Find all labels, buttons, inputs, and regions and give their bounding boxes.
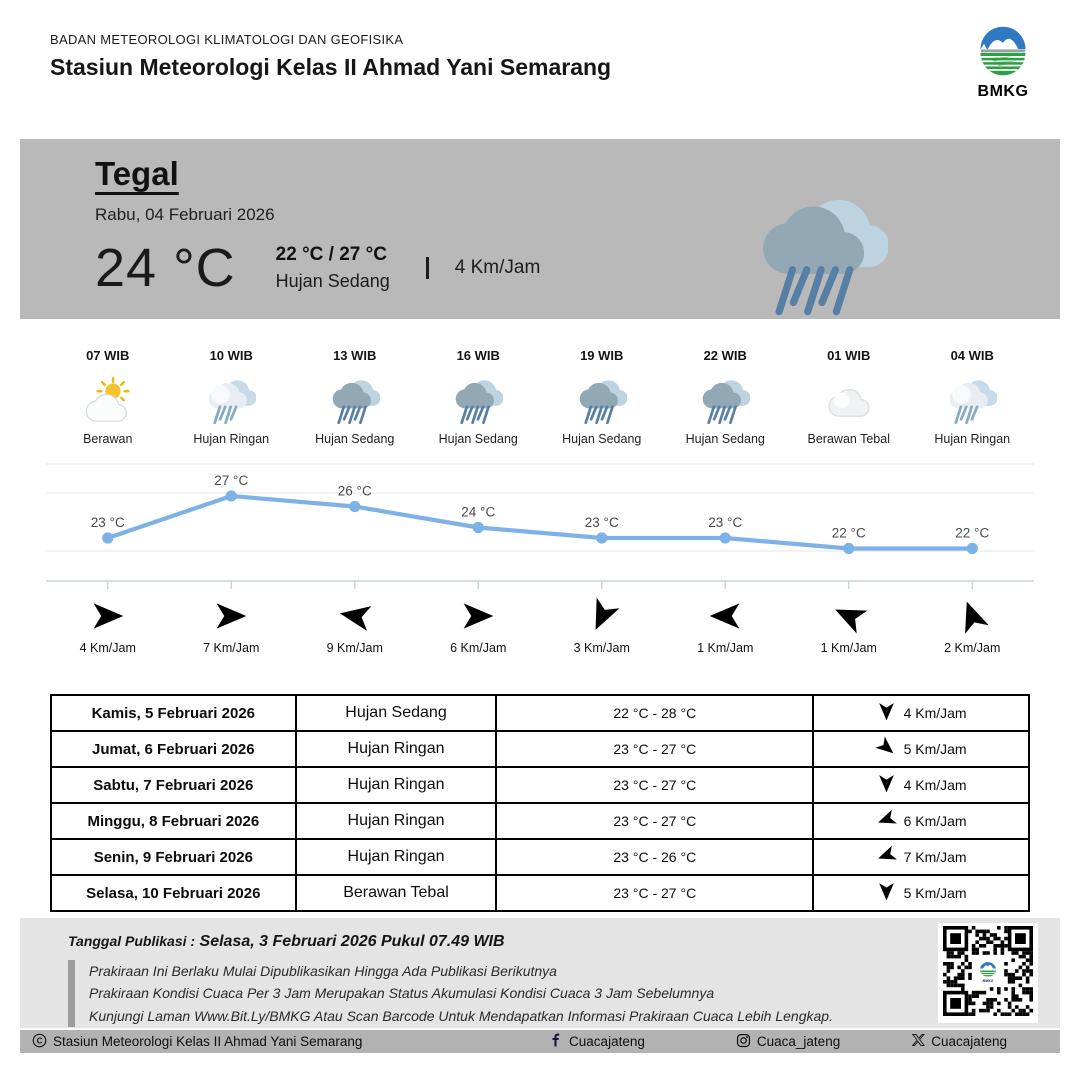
hourly-condition: Berawan Tebal: [807, 432, 890, 446]
table-row: [51, 803, 1029, 839]
svg-text:26 °C: 26 °C: [337, 483, 372, 499]
daily-forecast-table: [50, 694, 1030, 912]
hujan-sedang-icon: [540, 372, 664, 426]
wind-direction-arrow-icon: [876, 809, 897, 833]
wind-direction-arrow-icon: [876, 881, 897, 905]
wind-direction-arrow-icon: [876, 773, 897, 797]
wind-speed: 9 Km/Jam: [326, 641, 383, 655]
publication-date-label: Tanggal Publikasi :: [68, 933, 196, 949]
current-wind-speed: 4 Km/Jam: [454, 257, 541, 278]
hourly-forecast: [46, 348, 1034, 446]
wind-item: [911, 598, 1035, 655]
hourly-item: [787, 348, 911, 446]
hourly-time: 19 WIB: [580, 348, 624, 363]
svg-text:BMKG: BMKG: [982, 978, 994, 983]
forecast-date: Sabtu, 7 Februari 2026: [51, 767, 296, 803]
forecast-wind-speed: 4 Km/Jam: [903, 777, 967, 793]
hourly-time: 13 WIB: [333, 348, 377, 363]
publication-footer: [20, 918, 1060, 1028]
wind-direction-arrow-icon: [876, 845, 897, 869]
forecast-wind-speed: 5 Km/Jam: [903, 885, 967, 901]
forecast-condition: Hujan Ringan: [296, 767, 497, 803]
instagram-item: [736, 1033, 840, 1051]
hourly-time: 22 WIB: [703, 348, 747, 363]
wind-direction-arrow-icon: [337, 621, 373, 638]
current-weather-icon: [756, 183, 888, 323]
footer-note: Prakiraan Kondisi Cuaca Per 3 Jam Merupakan Status Akumulasi Kondisi Cuaca 3 Jam Sebelumnya: [89, 985, 715, 1002]
hourly-time: 01 WIB: [827, 348, 871, 363]
wind-direction-arrow-icon: [460, 621, 496, 638]
facebook-icon: [549, 1033, 563, 1050]
forecast-wind: [815, 737, 1027, 761]
berawan-tebal-icon: [787, 372, 911, 426]
forecast-wind: [815, 701, 1027, 725]
forecast-condition: Hujan Ringan: [296, 731, 497, 767]
berawan-icon: [46, 372, 170, 426]
publication-date-value: Selasa, 3 Februari 2026 Pukul 07.49 WIB: [199, 933, 505, 950]
wind-speed: 1 Km/Jam: [820, 641, 877, 655]
wind-direction-arrow-icon: [90, 621, 126, 638]
facebook-handle: Cuacajateng: [569, 1034, 645, 1049]
current-condition: Hujan Sedang: [275, 271, 390, 291]
bmkg-logo: [968, 24, 1038, 101]
forecast-condition: Berawan Tebal: [296, 875, 497, 911]
forecast-temps: 23 °C - 27 °C: [496, 767, 813, 803]
hourly-item: [664, 348, 788, 446]
forecast-wind: [815, 773, 1027, 797]
hourly-time: 04 WIB: [950, 348, 994, 363]
hourly-condition: Hujan Sedang: [315, 432, 395, 446]
wind-speed: 6 Km/Jam: [450, 641, 507, 655]
hourly-condition: Hujan Sedang: [562, 432, 642, 446]
wind-direction-arrow-icon: [213, 621, 249, 638]
wind-speed: 4 Km/Jam: [79, 641, 136, 655]
wind-item: [293, 598, 417, 655]
x-icon: [911, 1033, 925, 1050]
agency-name: BADAN METEOROLOGI KLIMATOLOGI DAN GEOFISIKA: [50, 32, 404, 47]
hourly-time: 16 WIB: [456, 348, 500, 363]
svg-text:23 °C: 23 °C: [708, 515, 743, 530]
station-name: Stasiun Meteorologi Kelas II Ahmad Yani Semarang: [50, 54, 612, 80]
wind-item: [417, 598, 541, 655]
publication-date: [68, 933, 1060, 951]
hourly-item: [417, 348, 541, 446]
qr-code: [943, 1003, 1033, 1020]
x-item: [911, 1033, 1007, 1050]
table-row: [51, 767, 1029, 803]
svg-text:23 °C: 23 °C: [90, 515, 125, 530]
table-row: [51, 731, 1029, 767]
forecast-date: Jumat, 6 Februari 2026: [51, 731, 296, 767]
temperature-range: 22 °C / 27 °C: [275, 244, 387, 265]
x-handle: Cuacajateng: [931, 1034, 1008, 1049]
notes-accent-bar: [68, 960, 75, 1027]
wind-direction-arrow-icon: [954, 621, 990, 638]
copyright-text: Stasiun Meteorologi Kelas II Ahmad Yani Semarang: [53, 1034, 363, 1049]
forecast-condition: Hujan Sedang: [296, 695, 497, 731]
copyright-item: [32, 1033, 362, 1051]
forecast-wind-speed: 7 Km/Jam: [903, 849, 967, 865]
wind-item: [540, 598, 664, 655]
hourly-item: [911, 348, 1035, 446]
hourly-condition: Hujan Ringan: [193, 432, 270, 446]
wind-item: [787, 598, 911, 655]
footer-note: Kunjungi Laman Www.Bit.Ly/BMKG Atau Scan Barcode Untuk Mendapatkan Informasi Prakiraan Cuaca Lebih Lengkap.: [89, 1007, 833, 1024]
wind-direction-arrow-icon: [584, 621, 620, 638]
wind-item: [664, 598, 788, 655]
bmkg-logo-label: BMKG: [977, 83, 1029, 100]
bmkg-logo-icon: [976, 65, 1030, 82]
forecast-date: Kamis, 5 Februari 2026: [51, 695, 296, 731]
svg-text:23 °C: 23 °C: [584, 515, 619, 530]
hourly-item: [540, 348, 664, 446]
forecast-date: Selasa, 10 Februari 2026: [51, 875, 296, 911]
temperature-chart: [46, 456, 1034, 601]
table-row: [51, 695, 1029, 731]
report-header: [50, 32, 611, 81]
current-date: Rabu, 04 Februari 2026: [95, 205, 275, 224]
current-conditions-panel: [20, 139, 1060, 319]
hourly-item: [170, 348, 294, 446]
wind-direction-arrow-icon: [876, 701, 897, 725]
qr-bmkg-logo-icon: [976, 959, 1000, 988]
footer-note: Prakiraan Ini Berlaku Mulai Dipublikasikan Hingga Ada Publikasi Berikutnya: [89, 963, 557, 979]
wind-direction-row: [46, 598, 1034, 655]
hourly-time: 07 WIB: [86, 348, 130, 363]
forecast-condition: Hujan Ringan: [296, 839, 497, 875]
hujan-sedang-icon: [664, 372, 788, 426]
forecast-temps: 22 °C - 28 °C: [496, 695, 813, 731]
hourly-condition: Berawan: [83, 432, 133, 446]
forecast-temps: 23 °C - 27 °C: [496, 803, 813, 839]
forecast-wind-speed: 5 Km/Jam: [903, 741, 967, 757]
forecast-wind: [815, 809, 1027, 833]
hujan-ringan-icon: [170, 372, 294, 426]
svg-text:22 °C: 22 °C: [831, 525, 866, 541]
wind-direction-arrow-icon: [831, 621, 867, 638]
forecast-wind-speed: 6 Km/Jam: [903, 813, 967, 829]
table-row: [51, 839, 1029, 875]
wind-speed: 2 Km/Jam: [944, 641, 1001, 655]
wind-speed: 1 Km/Jam: [697, 641, 754, 655]
forecast-date: Senin, 9 Februari 2026: [51, 839, 296, 875]
hujan-sedang-icon: [417, 372, 541, 426]
forecast-condition: Hujan Ringan: [296, 803, 497, 839]
facebook-item: [549, 1033, 645, 1050]
publication-notes: [89, 960, 833, 1027]
hourly-condition: Hujan Sedang: [438, 432, 518, 446]
table-row: [51, 875, 1029, 911]
forecast-wind: [815, 881, 1027, 905]
forecast-temps: 23 °C - 27 °C: [496, 731, 813, 767]
wind-direction-arrow-icon: [876, 737, 897, 761]
forecast-temps: 23 °C - 26 °C: [496, 839, 813, 875]
hourly-condition: Hujan Ringan: [934, 432, 1011, 446]
hujan-ringan-icon: [911, 372, 1035, 426]
social-bar: [20, 1030, 1060, 1053]
forecast-temps: 23 °C - 27 °C: [496, 875, 813, 911]
qr-card: [938, 923, 1038, 1023]
svg-text:22 °C: 22 °C: [955, 525, 990, 541]
hujan-sedang-icon: [293, 372, 417, 426]
city-name: Tegal: [95, 155, 179, 192]
svg-text:C: C: [36, 1035, 43, 1045]
wind-item: [46, 598, 170, 655]
hourly-item: [46, 348, 170, 446]
instagram-handle: Cuaca_jateng: [756, 1034, 841, 1049]
forecast-date: Minggu, 8 Februari 2026: [51, 803, 296, 839]
svg-text:24 °C: 24 °C: [461, 504, 496, 520]
wind-item: [170, 598, 294, 655]
copyright-icon: [32, 1033, 47, 1051]
svg-text:27 °C: 27 °C: [214, 473, 249, 488]
forecast-wind: [815, 845, 1027, 869]
instagram-icon: [736, 1033, 751, 1051]
hourly-condition: Hujan Sedang: [685, 432, 765, 446]
divider: [426, 257, 429, 279]
hourly-item: [293, 348, 417, 446]
wind-direction-arrow-icon: [707, 621, 743, 638]
wind-speed: 7 Km/Jam: [203, 641, 260, 655]
current-temperature: 24 °C: [95, 238, 236, 298]
forecast-wind-speed: 4 Km/Jam: [903, 705, 967, 721]
wind-speed: 3 Km/Jam: [573, 641, 630, 655]
hourly-time: 10 WIB: [209, 348, 253, 363]
